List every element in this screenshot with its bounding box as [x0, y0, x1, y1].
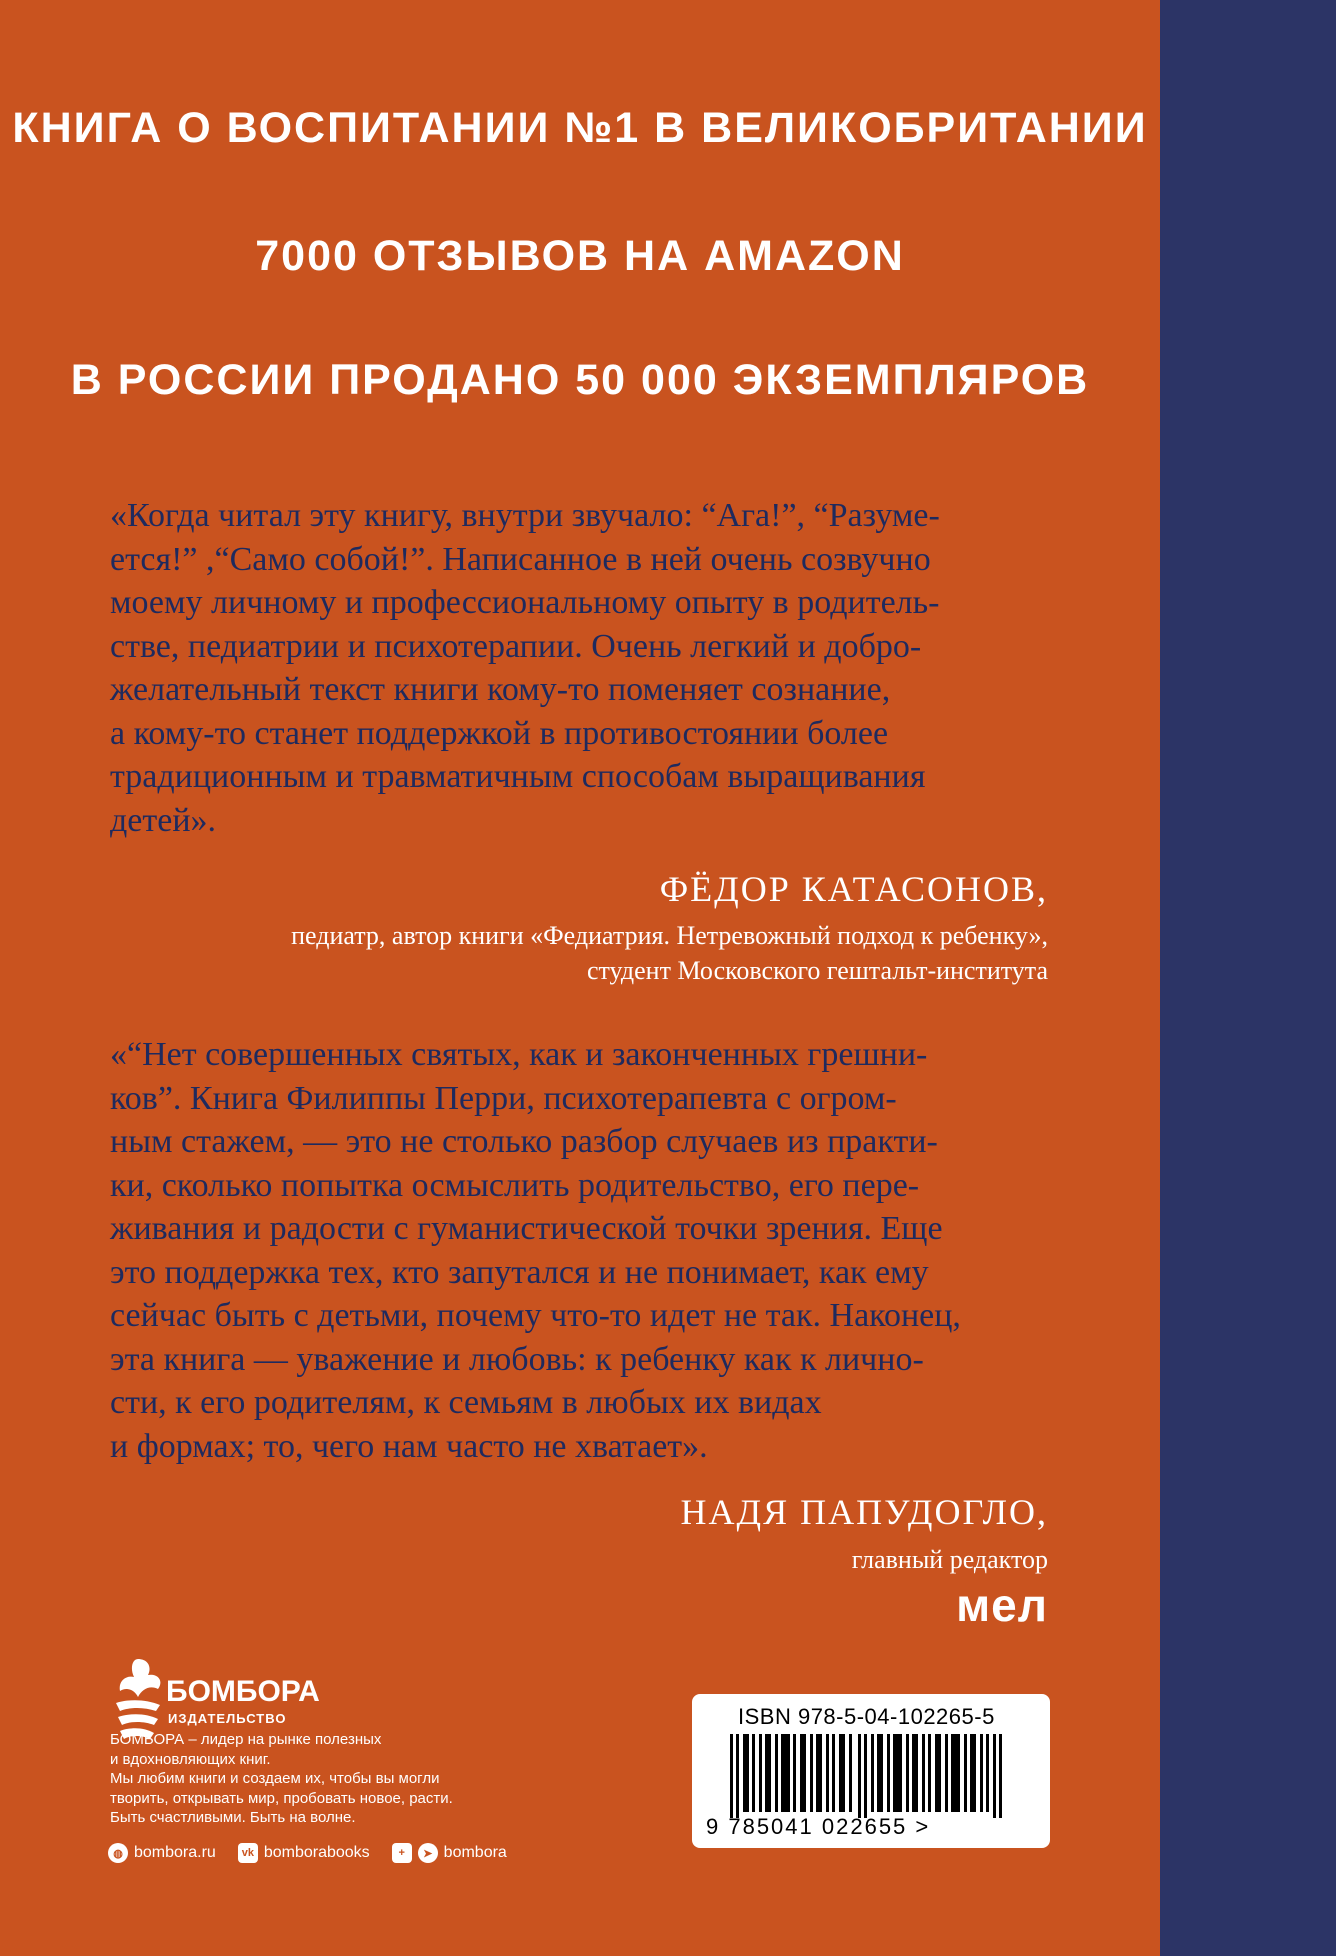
- publisher-about: [110, 1730, 570, 1828]
- social-label: bombora.ru: [134, 1844, 216, 1861]
- quote-author-role: [291, 918, 1048, 988]
- social-link-website[interactable]: [108, 1843, 216, 1863]
- social-link-telegram[interactable]: [392, 1843, 507, 1863]
- quote-author-katasonov: ФЁДОР КАТАСОНОВ,: [659, 869, 1048, 909]
- quote-line: «“Нет совершенных святых, как и законченных грешни-: [110, 1036, 928, 1073]
- globe-icon: ◍: [108, 1843, 128, 1863]
- quote-line: ется!” ,“Само собой!”. Написанное в ней очень созвучно: [110, 540, 931, 578]
- quote-line: и формах; то, чего нам часто не хватает».: [110, 1427, 708, 1465]
- isbn-barcode: [692, 1694, 1050, 1848]
- about-line: и вдохновляющих книг.: [110, 1750, 271, 1768]
- social-label: bombora: [443, 1844, 507, 1861]
- social-link-vk[interactable]: [238, 1843, 370, 1863]
- about-line: Быть счастливыми. Быть на волне.: [110, 1809, 356, 1826]
- quote-author-papudoglo: НАДЯ ПАПУДОГЛО,: [680, 1492, 1048, 1532]
- quote-line: «Когда читал эту книгу, внутри звучало: “Ага!”, “Разуме-: [110, 497, 940, 534]
- quote-line: ки, сколько попытка осмыслить родительство, его пере-: [110, 1166, 920, 1204]
- quote-katasonov: [110, 494, 1050, 842]
- quote-line: сейчас быть с детьми, почему что-то идет не так. Наконец,: [110, 1297, 961, 1334]
- about-line: Мы любим книги и создаем их, чтобы вы могли: [110, 1770, 440, 1787]
- role-line: студент Московского гештальт-института: [586, 956, 1048, 985]
- mel-logo: мел: [956, 1579, 1048, 1631]
- quote-line: стве, педиатрии и психотерапии. Очень легкий и добро-: [110, 627, 922, 665]
- publisher-name: БОМБОРА: [166, 1675, 320, 1708]
- social-label: bomborabooks: [263, 1844, 370, 1861]
- quote-papudoglo: [110, 1033, 1050, 1468]
- headline-bestseller: КНИГА О ВОСПИТАНИИ №1 В ВЕЛИКОБРИТАНИИ: [12, 104, 1148, 152]
- about-line: творить, открывать мир, пробовать новое, расти.: [110, 1789, 453, 1807]
- quote-line: а кому-то станет поддержкой в противостоянии более: [110, 714, 889, 752]
- barcode-digits: 9 785041 022655 >: [706, 1814, 931, 1839]
- plus-icon: +: [392, 1843, 412, 1863]
- book-spine: [1160, 0, 1336, 1956]
- publisher-subtitle: ИЗДАТЕЛЬСТВО: [168, 1711, 287, 1726]
- vk-icon: vk: [238, 1843, 258, 1863]
- headline-reviews: 7000 ОТЗЫВОВ НА AMAZON: [255, 232, 905, 280]
- quote-line: детей».: [110, 801, 217, 839]
- about-line: БОМБОРА – лидер на рынке полезных: [110, 1731, 382, 1748]
- quote-line: сти, к его родителям, к семьям в любых их видах: [110, 1384, 822, 1421]
- quote-line: моему личному и профессиональному опыту в родитель-: [110, 584, 940, 621]
- barcode-icon: [730, 1734, 1012, 1818]
- telegram-icon: ➤: [418, 1843, 438, 1863]
- quote-line: эта книга — уважение и любовь: к ребенку как к лично-: [110, 1340, 924, 1378]
- quote-line: ков”. Книга Филиппы Перри, психотерапевта с огром-: [110, 1079, 897, 1117]
- quote-line: ным стажем, — это не столько разбор случаев из практи-: [110, 1123, 938, 1160]
- quote-line: живания и радости с гуманистической точки зрения. Еще: [110, 1210, 943, 1247]
- quote-line: традиционным и травматичным способам выращивания: [110, 758, 926, 795]
- quote-line: желательный текст книги кому-то поменяет сознание,: [110, 671, 891, 708]
- isbn-label: ISBN 978-5-04-102265-5: [738, 1704, 995, 1729]
- quote-line: это поддержка тех, кто запутался и не понимает, как ему: [110, 1253, 929, 1291]
- headline-sales: В РОССИИ ПРОДАНО 50 000 ЭКЗЕМПЛЯРОВ: [70, 356, 1090, 404]
- quote-author-role: главный редактор: [851, 1545, 1048, 1574]
- social-links: [108, 1840, 507, 1866]
- role-line: педиатр, автор книги «Федиатрия. Нетревожный подход к ребенку»,: [291, 921, 1048, 950]
